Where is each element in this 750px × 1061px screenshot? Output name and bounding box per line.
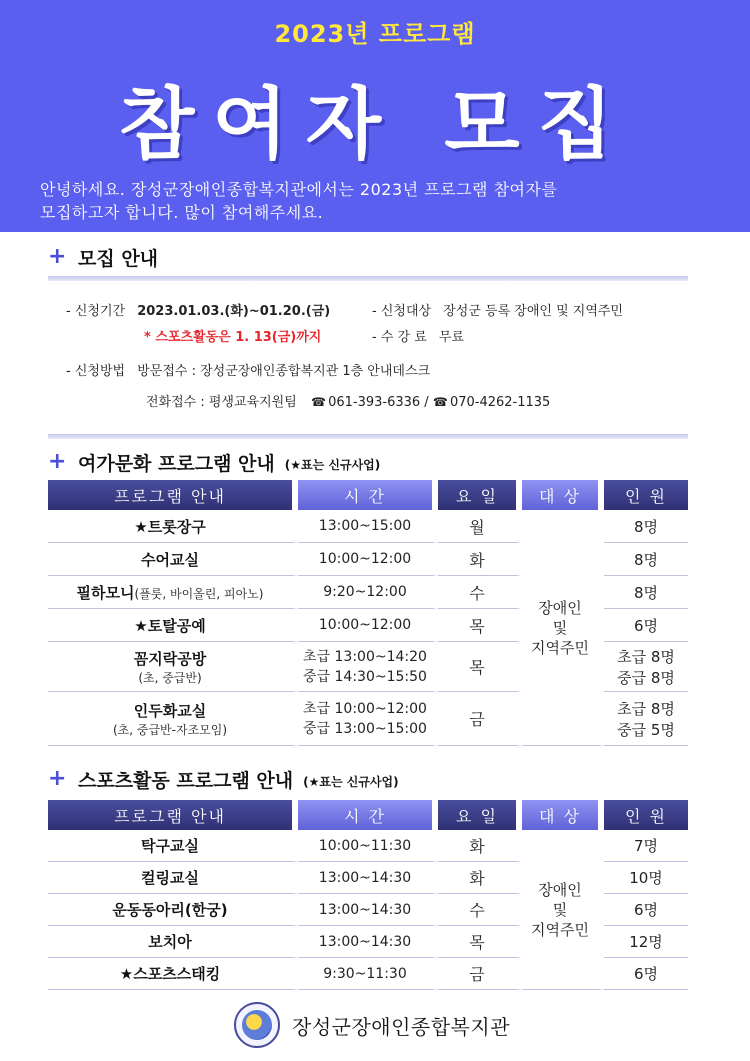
program-day: 금 xyxy=(438,958,522,990)
phone-row xyxy=(146,391,550,410)
program-name: 운동동아리(한궁) xyxy=(48,894,298,926)
program-day: 목 xyxy=(438,642,522,692)
target-label: - 신청대상 xyxy=(372,304,432,319)
program-count: 8명 xyxy=(604,576,688,609)
program-count-cell xyxy=(604,692,688,746)
program-time: 9:30~11:30 xyxy=(298,958,438,990)
target-line: 및 xyxy=(552,618,568,637)
program-name: 탁구교실 xyxy=(48,830,298,862)
program-day: 화 xyxy=(438,862,522,894)
program-time: 초급 13:00~14:20 xyxy=(303,648,427,665)
program-count: 7명 xyxy=(604,830,688,862)
phone-prefix: 전화접수 : 평생교육지원팀 xyxy=(146,395,297,410)
header-time: 시 간 xyxy=(298,800,438,830)
header-target: 대 상 xyxy=(522,480,604,510)
program-count: 중급 8명 xyxy=(617,668,675,687)
program-name: ★트롯장구 xyxy=(48,510,298,543)
program-count: 12명 xyxy=(604,926,688,958)
target-row xyxy=(372,300,623,319)
footer xyxy=(234,1001,510,1049)
program-day: 월 xyxy=(438,510,522,543)
program-time: 중급 13:00~15:00 xyxy=(303,720,427,737)
sports-heading: 스포츠활동 프로그램 안내 xyxy=(78,769,294,792)
program-name: 수어교실 xyxy=(48,543,298,576)
sports-deadline-note xyxy=(144,326,321,345)
program-name: 인두화교실 xyxy=(133,701,207,720)
new-program-note: (★표는 신규사업) xyxy=(303,774,399,789)
program-time: 13:00~15:00 xyxy=(298,510,438,543)
header-program: 프로그램 안내 xyxy=(48,800,298,830)
leisure-section-heading xyxy=(48,449,380,475)
period-label: - 신청기간 xyxy=(66,304,126,319)
plus-icon: + xyxy=(48,766,67,791)
program-time-cell xyxy=(298,642,438,692)
fee-row xyxy=(372,326,464,345)
program-day: 화 xyxy=(438,543,522,576)
banner-intro xyxy=(40,178,720,224)
program-count: 초급 8명 xyxy=(617,647,675,666)
program-subtitle: (플룻, 바이올린, 피아노) xyxy=(134,586,264,601)
method-label: - 신청방법 xyxy=(66,364,126,379)
header-day: 요 일 xyxy=(438,480,522,510)
program-day: 화 xyxy=(438,830,522,862)
table-header-row xyxy=(48,800,688,830)
target-line: 장애인 xyxy=(538,880,582,899)
organization-logo xyxy=(234,1002,280,1048)
program-subtitle: (초, 중급반-자조모임) xyxy=(112,722,228,737)
program-count: 10명 xyxy=(604,862,688,894)
header-count: 인 원 xyxy=(604,800,688,830)
program-time: 초급 10:00~12:00 xyxy=(303,700,427,717)
fee-label: - 수 강 료 xyxy=(372,330,427,345)
header-day: 요 일 xyxy=(438,800,522,830)
program-time: 13:00~14:30 xyxy=(298,926,438,958)
program-name: ★토탈공예 xyxy=(48,609,298,642)
header-target: 대 상 xyxy=(522,800,604,830)
program-day: 목 xyxy=(438,926,522,958)
program-name: 컬링교실 xyxy=(48,862,298,894)
program-time: 13:00~14:30 xyxy=(298,894,438,926)
program-time: 9:20~12:00 xyxy=(298,576,438,609)
program-count: 6명 xyxy=(604,894,688,926)
header-count: 인 원 xyxy=(604,480,688,510)
program-name: 필하모니 xyxy=(76,583,135,602)
program-count: 8명 xyxy=(604,543,688,576)
program-target xyxy=(522,510,604,746)
phone-number-1: 061-393-6336 / xyxy=(328,395,429,410)
program-count: 중급 5명 xyxy=(617,720,675,739)
program-count-cell xyxy=(604,642,688,692)
target-value: 장성군 등록 장애인 및 지역주민 xyxy=(443,304,623,319)
program-time-cell xyxy=(298,692,438,746)
target-line: 지역주민 xyxy=(531,920,589,939)
new-program-note: (★표는 신규사업) xyxy=(284,457,381,472)
period-row xyxy=(66,300,330,319)
banner-main-title: 참여자 모집 xyxy=(119,80,631,170)
phone-number-2: 070-4262-1135 xyxy=(449,395,551,410)
table-row xyxy=(48,510,688,543)
sports-section-heading xyxy=(48,766,399,792)
phone-icon: ☎ xyxy=(432,395,448,409)
section-divider xyxy=(48,276,688,281)
program-name-cell xyxy=(48,692,298,746)
intro-line-1: 안녕하세요. 장성군장애인종합복지관에서는 2023년 프로그램 참여자를 xyxy=(40,180,558,199)
method-row xyxy=(66,360,430,379)
header-program: 프로그램 안내 xyxy=(48,480,298,510)
program-name: 보치아 xyxy=(48,926,298,958)
program-name-cell xyxy=(48,576,298,609)
table-row xyxy=(48,830,688,862)
plus-icon: + xyxy=(48,449,67,474)
program-name-cell xyxy=(48,642,298,692)
plus-icon: + xyxy=(48,244,67,269)
organization-name: 장성군장애인종합복지관 xyxy=(292,1014,511,1039)
target-line: 지역주민 xyxy=(531,638,589,657)
recruit-heading: 모집 안내 xyxy=(78,247,159,270)
program-day: 금 xyxy=(438,692,522,746)
banner-year-title: 2023년 프로그램 xyxy=(274,20,476,48)
intro-line-2: 모집하고자 합니다. 많이 참여해주세요. xyxy=(40,203,324,222)
logo-emblem xyxy=(242,1010,272,1040)
program-time: 13:00~14:30 xyxy=(298,862,438,894)
section-divider xyxy=(48,434,688,439)
program-target xyxy=(522,830,604,990)
sports-program-table xyxy=(48,800,688,990)
program-day: 수 xyxy=(438,894,522,926)
period-value: 2023.01.03.(화)~01.20.(금) xyxy=(137,304,331,319)
leisure-program-table xyxy=(48,480,688,746)
fee-value: 무료 xyxy=(438,330,465,345)
header-banner xyxy=(0,0,750,232)
program-count: 6명 xyxy=(604,958,688,990)
program-count: 8명 xyxy=(604,510,688,543)
program-time: 10:00~12:00 xyxy=(298,543,438,576)
target-line: 장애인 xyxy=(538,598,582,617)
program-day: 목 xyxy=(438,609,522,642)
target-line: 및 xyxy=(552,900,568,919)
program-time: 10:00~11:30 xyxy=(298,830,438,862)
visit-method: 방문접수 : 장성군장애인종합복지관 1층 안내데스크 xyxy=(137,364,431,379)
recruit-section-heading xyxy=(48,244,158,270)
program-name: 꼼지락공방 xyxy=(133,649,207,668)
program-subtitle: (초, 중급반) xyxy=(138,670,202,685)
program-time: 10:00~12:00 xyxy=(298,609,438,642)
sports-deadline-text: * 스포츠활동은 1. 13(금)까지 xyxy=(144,330,322,345)
phone-icon: ☎ xyxy=(310,395,326,409)
program-count: 6명 xyxy=(604,609,688,642)
table-header-row xyxy=(48,480,688,510)
header-time: 시 간 xyxy=(298,480,438,510)
leisure-heading: 여가문화 프로그램 안내 xyxy=(78,452,275,475)
program-day: 수 xyxy=(438,576,522,609)
program-time: 중급 14:30~15:50 xyxy=(303,668,427,685)
program-count: 초급 8명 xyxy=(617,699,675,718)
program-name: ★스포츠스태킹 xyxy=(48,958,298,990)
